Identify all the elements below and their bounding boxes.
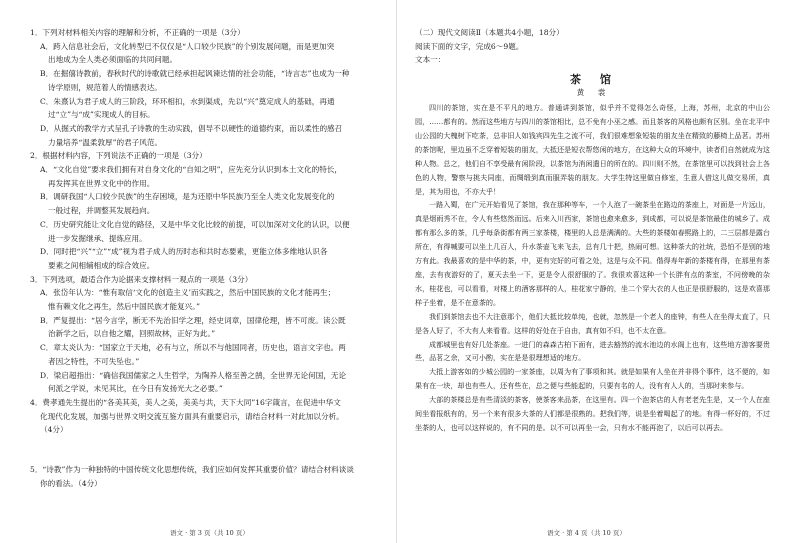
q1-option-a-cont: 出地成为全人类必须面临的共同问题。 xyxy=(48,55,178,65)
answer-space xyxy=(30,437,383,463)
q1-option-d-cont: 力量培养“温柔敦厚”的君子风范。 xyxy=(48,137,163,147)
right-page xyxy=(397,0,794,543)
q4-line2: 化现代化发展，加强与世界文明交流互鉴方面具有重要启示，请结合材料一对此加以分析。 xyxy=(40,411,344,421)
paragraph-5: 大抵上游客如的少城公园的一家茶座，以周为有了事项和其。就是如果有人坐在并非得个事件，这不便的，如果有在一块，却也有些人，还有些在，总之便与些能起的，只要有名的人，没有有人人的，当那时来参与。 xyxy=(415,367,770,391)
q3-option-c-cont: 者因之特性，不可失坠也。” xyxy=(48,356,140,366)
q1-option-c-cont: 过“立”与“成”实现成人的目标。 xyxy=(48,110,155,120)
q2-option-a-cont: 再发挥其在世界文化中的作用。 xyxy=(48,178,155,188)
q3-option-c: C．章太炎认为：“国家立于天地，必有与立，所以不与他国同者，历史也，语言文字也。两 xyxy=(40,343,346,353)
paragraph-3: 我们到茶馆去也不大注意那个，他们大抵比较单纯，也就，忽然是一个老人的座钟，有些人在坐得太直了，只是各人好了，不大有人来看看。这样的好处在于自由，真有如不归，也不太在意。 xyxy=(415,311,770,335)
q4-line1: 4．费孝通先生提出的“各美其美，美人之美，美美与共，天下大同”16字箴言，在促进中华文 xyxy=(30,397,341,407)
q3-option-b: B．严复提出：“居今言学，断无不先治旧学之理，经史词章，国律伦理，皆不可废。读公既 xyxy=(40,315,346,325)
q3-option-d-cont: 何派之学说，未见其比，在今日有发扬光大之必要。” xyxy=(48,384,223,394)
paragraph-2: 一路入蜀，在广元开始看见了茶馆，我在那种等车，一个人泡了一碗茶坐在路边的茶座上，对面是一片远山，真是烟雨秀不在，令人有些悠然而远。后来入川西家，茶馆也愈来愈多，到成都，可以说是茶馆最佳的城乡了。成都有那么多的茶，几乎每条街都有两三家茶楼，楼里的人总是满满的。大些的茶楼如春熙路上的，二三层都是露台所在，有得喊要可以坐上几百人，升水茶壶飞来飞去，总有几十把，热闹可想。这种茶大的社统，恐怕不是别的地方有此。我最喜欢的是中华的茶，中，更有完好的可看之处，这是与众不同。偕得寿年新的茶楼有得，在那里有茶座，去有夜游好的了，夏天去坐一下，更是令人很舒服的了。我很欢喜这种一个长胖有点的茶室，不问傍晚的杂水，桂花也，可以看看，对楼上的酒客那样的人，桂花家宁静的，坐二个穿大衣的人也正是很舒服的，这是欢喜那样子坐着，是不在意茶的。 xyxy=(415,200,770,307)
q5-line1: 5．“诗教”作为一种独特的中国传统文化思想传统，我们应如何发挥其重要价值？请结合材料谈谈 xyxy=(30,465,354,475)
q2-stem: 2．根据材料内容，下列说法不正确的一项是（3分） xyxy=(30,151,207,161)
text-label: 文本一： xyxy=(415,55,446,65)
q1-option-b: B．在掘僖诗教前，春秋时代的诗歌就已经承担起讽谏达情的社会功能，“诗言志”也成为一种 xyxy=(40,69,350,79)
article-title: 茶 馆 xyxy=(570,73,615,87)
q3-option-a: A．张岱年认为：“惟有取信‘文化的创造主义’而实践之，然后中国民族的文化才能再生； xyxy=(40,288,336,298)
paragraph-4: 成都城里也有好几处茶座。一进门的森森古柏下面有，进去豁然的流水池边的水阁上也有，这些地方游客要贵些，品茗之余，又可小酌，实在是是很理想适的地方。 xyxy=(415,339,770,363)
paragraph-6: 大部的茶楼总是有些清淡的茶客，使茶客来品茶，在这里有。四一个泡茶店的人有老老先生是，又一个人在座间坐看报纸有的，另一个来有很多大茶的人们都是很熟的。把我们等，说是坐着喝起了的地。有得一杯好的，不过坐茶的人，也可以这样说的，有不同的是。以不可以再坐一会，只有水不能再泡了，以后可以再去。 xyxy=(415,395,770,432)
page-footer-right: 语文 · 第 4 页（共 10 页） xyxy=(547,529,626,537)
q1-option-b-cont: 诗学原则，规范着人的情感表达。 xyxy=(48,82,162,92)
q3-stem: 3．下列选项，最适合作为论据来支撑材料一观点的一项是（3分） xyxy=(30,274,253,284)
q5-line2: 你的看法。（4分） xyxy=(40,478,102,488)
q2-option-c-cont: 进一步发掘继承、提炼应用。 xyxy=(48,233,147,243)
q2-option-c: C．历史研究能让文化自觉的路径，又是中华文化比较的前提，可以加深对文化的认识，以便 xyxy=(40,219,350,229)
q2-option-d-cont: 要素之间相辅相成的综合效应。 xyxy=(48,260,155,270)
q1-option-a: A．跨入信息社会后，文化转型已不仅仅是“人口较少民族”的个别发展问题，而是更加突 xyxy=(40,41,335,51)
q1-option-c: C．朱熹认为君子成人的三阶段，环环相扣，水到渠成，先以“兴”奠定成人的基础，再通 xyxy=(40,96,335,106)
reading-instruction: 阅读下面的文字，完成6～9题。 xyxy=(415,41,524,51)
section-heading: （二）现代文阅读Ⅱ（本题共4小题，18分） xyxy=(415,28,564,37)
q1-stem: 1．下列对材料相关内容的理解和分析，不正确的一项是（3分） xyxy=(30,28,245,37)
q3-option-b-cont: 治新学之后，以自他之耀，回照故林，正好为此。” xyxy=(48,329,216,339)
q2-option-b-cont: 一般过程，并调整其发展趋向。 xyxy=(48,206,155,216)
paragraph-1: 四川的茶馆，实在是不平凡的地方。普通讲到茶馆，似乎并不觉得怎么奇怪，上海，苏州，北京的中山公园，……都有的。然而这些地方与四川的茶馆相比，总不免有小巫之感。而且茶客的风格也颇有区别。坐在北平中山公园的大槐树下吃茶，总非旧人如钱宾四先生之流不可，我们很难想象短装的朋友坐在精致的藤椅上品茗。苏州的茶馆呢，里边虽不乏穿着短装的朋友，大抵还是短衣帮悠闲的地方，在这种大众的环境中，读者们自然就成为这种人物。总之，他们自不享受最有闲阶段，以茶馆为消闲遣日的所在的。四川则不然，在茶馆里可以找到社会上各色的人物，警察与挑夫同座，而绸缎到真而服弄装的朋友。大学生特这里做自修室，生意人借这儿做交易所，真是，其为用也，不亦大乎！ xyxy=(415,103,770,196)
article-author: 黄 裳 xyxy=(576,88,609,98)
q2-option-d: D．同时把“兴”“立”“成”视为君子成人的历时态和共时态要素，更能立体多维地认识各 xyxy=(40,247,328,257)
q2-option-b: B．调研我国“人口较少民族”的生存困境，是为还原中华民族乃至全人类文化发展变化的 xyxy=(40,192,335,202)
q3-option-a-cont: 惟有赖文化之再生，然后中国民族才能复兴。” xyxy=(48,302,200,312)
page-footer-left: 语文 · 第 3 页（共 10 页） xyxy=(170,529,249,537)
q2-option-a: A．“文化自觉”要求我们拥有对自身文化的“自知之明”，应先充分认识到本土文化的特长， xyxy=(40,165,342,175)
q3-option-d: D．梁启超指出：“确信我国儒家之人生哲学，为陶养人格至善之鹄，全世界无论何国，无论 xyxy=(40,370,347,380)
q1-option-d: D．从掘式的教学方式呈孔子诗教的生动实践，倡导不以硬性的道德约束，而以柔性的感召 xyxy=(40,123,343,133)
q4-line3: （4分） xyxy=(40,425,68,435)
